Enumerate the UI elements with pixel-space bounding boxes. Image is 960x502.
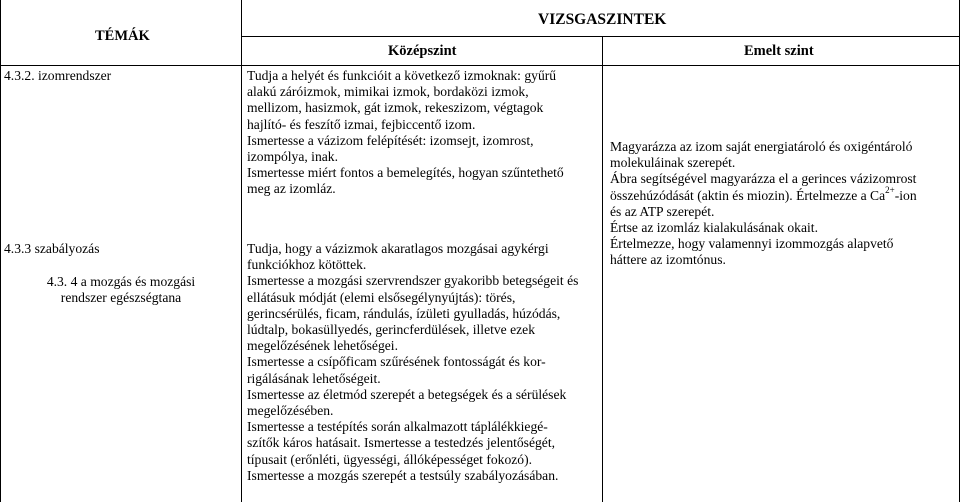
column-divider-2 bbox=[602, 36, 603, 502]
text-fragment: -ion bbox=[894, 187, 917, 203]
column-divider-1 bbox=[241, 0, 242, 502]
text-line: Értelmezze, hogy valamennyi izommozgás alapvető bbox=[610, 236, 894, 252]
text-line: lúdtalp, bokasüllyedés, gerincferdülések, illetve ezek bbox=[247, 322, 536, 338]
header-emelt-szint: Emelt szint bbox=[744, 43, 814, 59]
text-line: funkciókhoz kötöttek. bbox=[247, 257, 367, 273]
text-line: rigálásának lehetőségeit. bbox=[247, 370, 381, 386]
header-divider-bottom bbox=[0, 65, 960, 66]
text-line: Ismertesse a csípőficam szűrésének fontosságát és kor- bbox=[247, 354, 546, 370]
topic-szabalyozas: 4.3.3 szabályozás bbox=[4, 241, 100, 256]
header-vizsgaszintek: VIZSGASZINTEK bbox=[538, 11, 667, 28]
text-line: Ismertesse miért fontos a bemelegítés, hogyan szűntethető bbox=[247, 165, 564, 181]
kozepszint-block-1 bbox=[247, 68, 564, 198]
text-line: Ismertesse az életmód szerepét a betegségek és a sérülések bbox=[247, 386, 567, 402]
text-line: szítők káros hatásait. Ismertesse a testedzés jelentőségét, bbox=[247, 435, 556, 451]
text-line: Tudja a helyét és funkcióit a következő izmoknak: gyűrű bbox=[247, 68, 557, 83]
text-line: megelőzésének lehetőségei. bbox=[247, 338, 398, 354]
topic-line-2: rendszer egészségtana bbox=[60, 290, 182, 306]
header-temak: TÉMÁK bbox=[95, 28, 150, 44]
text-line: típusait (erőnléti, ügyességi, állóképességet fokozó). bbox=[247, 451, 533, 467]
text-line: meg az izomláz. bbox=[247, 181, 336, 197]
text-line: hajlító- és feszítő izmai, fejbiccentő izom. bbox=[247, 116, 476, 132]
text-line: Ismertesse a mozgási szervrendszer gyakoribb betegségeit és bbox=[247, 273, 579, 289]
text-line: megelőzésében. bbox=[247, 403, 334, 419]
text-fragment: összehúzódását (aktin és miozin). Értelmezze a Ca bbox=[610, 187, 886, 203]
text-line: és az ATP szerepét. bbox=[610, 203, 715, 219]
text-line-ca-ion bbox=[610, 185, 917, 204]
emelt-szint-block bbox=[610, 139, 917, 269]
superscript-charge: 2+ bbox=[885, 185, 895, 196]
text-line: Ismertesse a vázizom felépítését: izomsejt, izomrost, bbox=[247, 132, 534, 148]
text-line: mellizom, hasizmok, gát izmok, rekeszizom, végtagok bbox=[247, 100, 544, 116]
header-kozepszint: Középszint bbox=[388, 43, 457, 59]
table-border-left bbox=[0, 0, 1, 502]
header-divider-subheader bbox=[241, 36, 960, 37]
topic-line-1: 4.3. 4 a mozgás és mozgási bbox=[46, 274, 196, 289]
text-line: izompólya, inak. bbox=[247, 149, 338, 165]
text-line: Tudja, hogy a vázizmok akaratlagos mozgásai agykérgi bbox=[247, 241, 549, 256]
kozepszint-block-2 bbox=[247, 241, 578, 484]
text-line: Ismertesse a mozgás szerepét a testsúly szabályozásában. bbox=[247, 467, 559, 483]
topic-mozgas-egeszsegtana bbox=[4, 274, 238, 306]
text-line: ellátásuk módját (elemi elsősegélynyújtás): törés, bbox=[247, 289, 516, 305]
text-line: Ábra segítségével magyarázza el a gerinces vázizomrost bbox=[610, 171, 917, 187]
text-line: Értse az izomláz kialakulásának okait. bbox=[610, 220, 818, 236]
topic-izomrendszer: 4.3.2. izomrendszer bbox=[4, 68, 112, 83]
text-line: gerincsérülés, ficam, rándulás, ízületi gyulladás, húzódás, bbox=[247, 305, 561, 321]
text-line: Magyarázza az izom saját energiatároló és oxigéntároló bbox=[610, 139, 913, 154]
text-line: alakú záróizmok, mimikai izmok, bordaközi izmok, bbox=[247, 84, 529, 100]
text-line: háttere az izomtónus. bbox=[610, 252, 726, 268]
text-line: Ismertesse a testépítés során alkalmazott táplálékkiegé- bbox=[247, 419, 548, 435]
text-line: molekuláinak szerepét. bbox=[610, 155, 736, 171]
